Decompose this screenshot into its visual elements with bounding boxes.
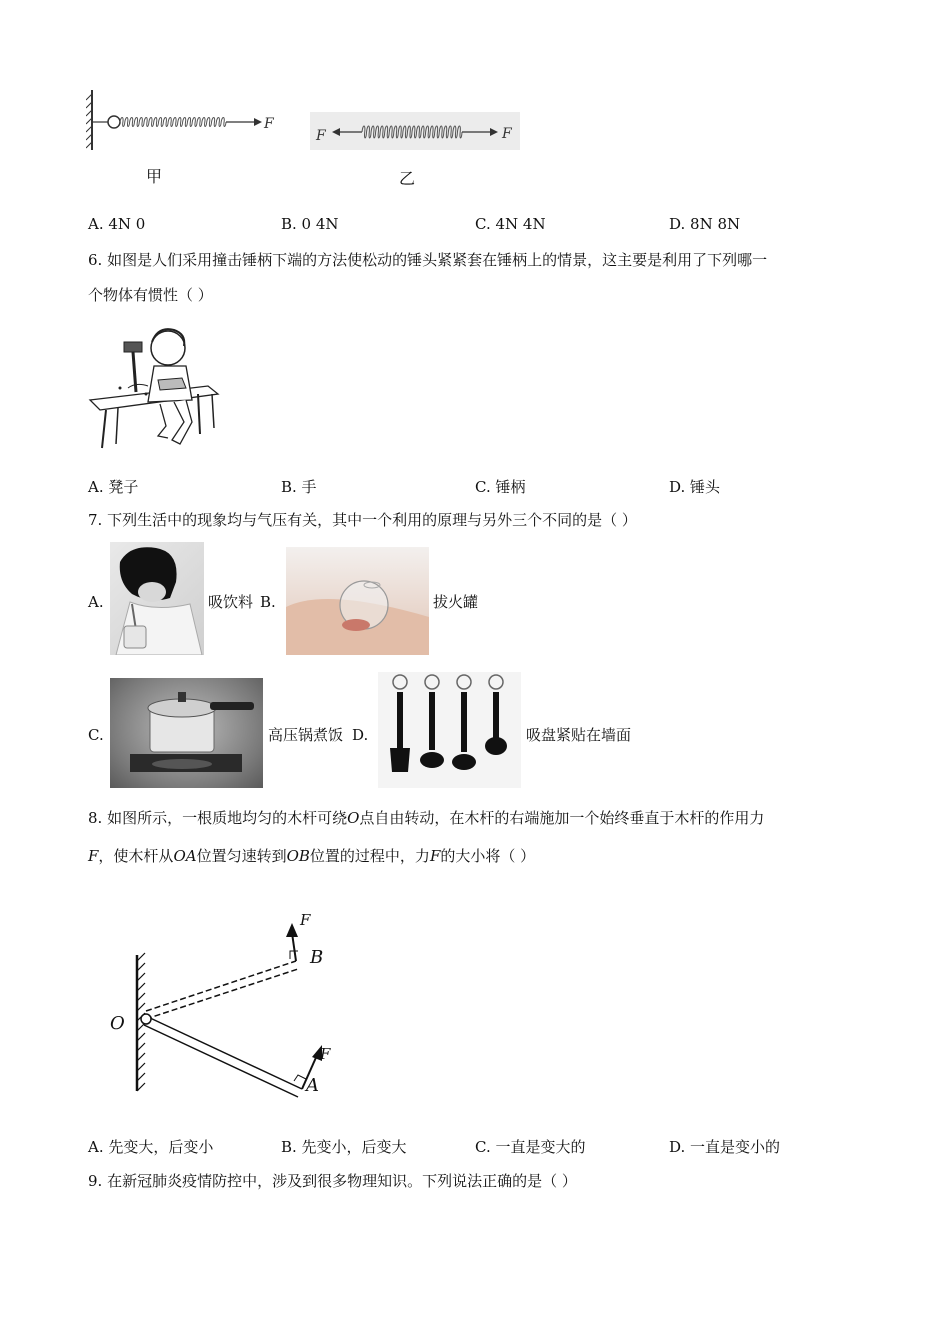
q7-option-d-prefix: D.	[352, 726, 369, 744]
suction-hooks-photo	[378, 672, 521, 788]
q7-option-b-label: 拔火罐	[433, 593, 479, 611]
q6-option-b: B. 手	[281, 478, 317, 496]
q5-option-c: C. 4N 4N	[475, 215, 546, 233]
q7-option-d-label: 吸盘紧贴在墙面	[526, 726, 632, 744]
q5-option-a: A. 4N 0	[88, 215, 146, 233]
q9-stem-line1: 9. 在新冠肺炎疫情防控中，涉及到很多物理知识。下列说法正确的是（ ）	[88, 1172, 577, 1190]
q8-option-c: C. 一直是变大的	[475, 1138, 586, 1156]
svg-text:F: F	[316, 128, 326, 144]
q6-option-a: A. 凳子	[88, 478, 139, 496]
q8-option-a: A. 先变大，后变小	[88, 1138, 214, 1156]
q7-option-c-label: 高压锅煮饭	[268, 726, 344, 744]
q6-stem-line2: 个物体有惯性（ ）	[88, 286, 213, 304]
caption-yi: 乙	[399, 169, 416, 188]
q7-stem-line1: 7. 下列生活中的现象均与气压有关，其中一个利用的原理与另外三个不同的是（ ）	[88, 511, 637, 529]
pressure-cooker-photo	[110, 678, 263, 788]
spring-figure-yi-drawing	[310, 112, 520, 150]
cupping-photo	[286, 547, 429, 655]
q6-stem-line1: 6. 如图是人们采用撞击锤柄下端的方法使松动的锤头紧紧套在锤柄上的情景，这主要是利用了下列哪一	[88, 251, 768, 269]
label-o: O	[110, 1013, 125, 1034]
q7-option-b-prefix: B.	[260, 593, 276, 611]
label-a: A	[306, 1075, 319, 1096]
hammer-bench-illustration	[88, 322, 233, 452]
q8-option-d: D. 一直是变小的	[669, 1138, 781, 1156]
caption-jia: 甲	[146, 167, 163, 186]
label-b: B	[310, 947, 324, 968]
q6-option-d: D. 锤头	[669, 478, 721, 496]
spring-figure-jia	[86, 88, 286, 158]
label-f-bottom: F	[320, 1045, 331, 1063]
q6-option-c: C. 锤柄	[475, 478, 526, 496]
q5-option-b: B. 0 4N	[281, 215, 339, 233]
q7-option-a-prefix: A.	[88, 593, 104, 611]
q7-option-a-label: 吸饮料	[208, 593, 254, 611]
q8-option-b: B. 先变小，后变大	[281, 1138, 407, 1156]
lever-diagram	[100, 905, 340, 1105]
q7-option-c-prefix: C.	[88, 726, 104, 744]
q5-option-d: D. 8N 8N	[669, 215, 741, 233]
label-f-top: F	[300, 911, 311, 929]
drinking-straw-photo	[110, 542, 204, 655]
force-label: F	[264, 116, 274, 132]
q8-stem-line1: 8. 如图所示，一根质地均匀的木杆可绕O点自由转动，在木杆的右端施加一个始终垂直于木杆的作用力	[88, 809, 765, 827]
svg-text:F: F	[502, 126, 512, 142]
q8-stem-line2: F，使木杆从OA位置匀速转到OB位置的过程中，力F的大小将（ ）	[88, 847, 536, 865]
